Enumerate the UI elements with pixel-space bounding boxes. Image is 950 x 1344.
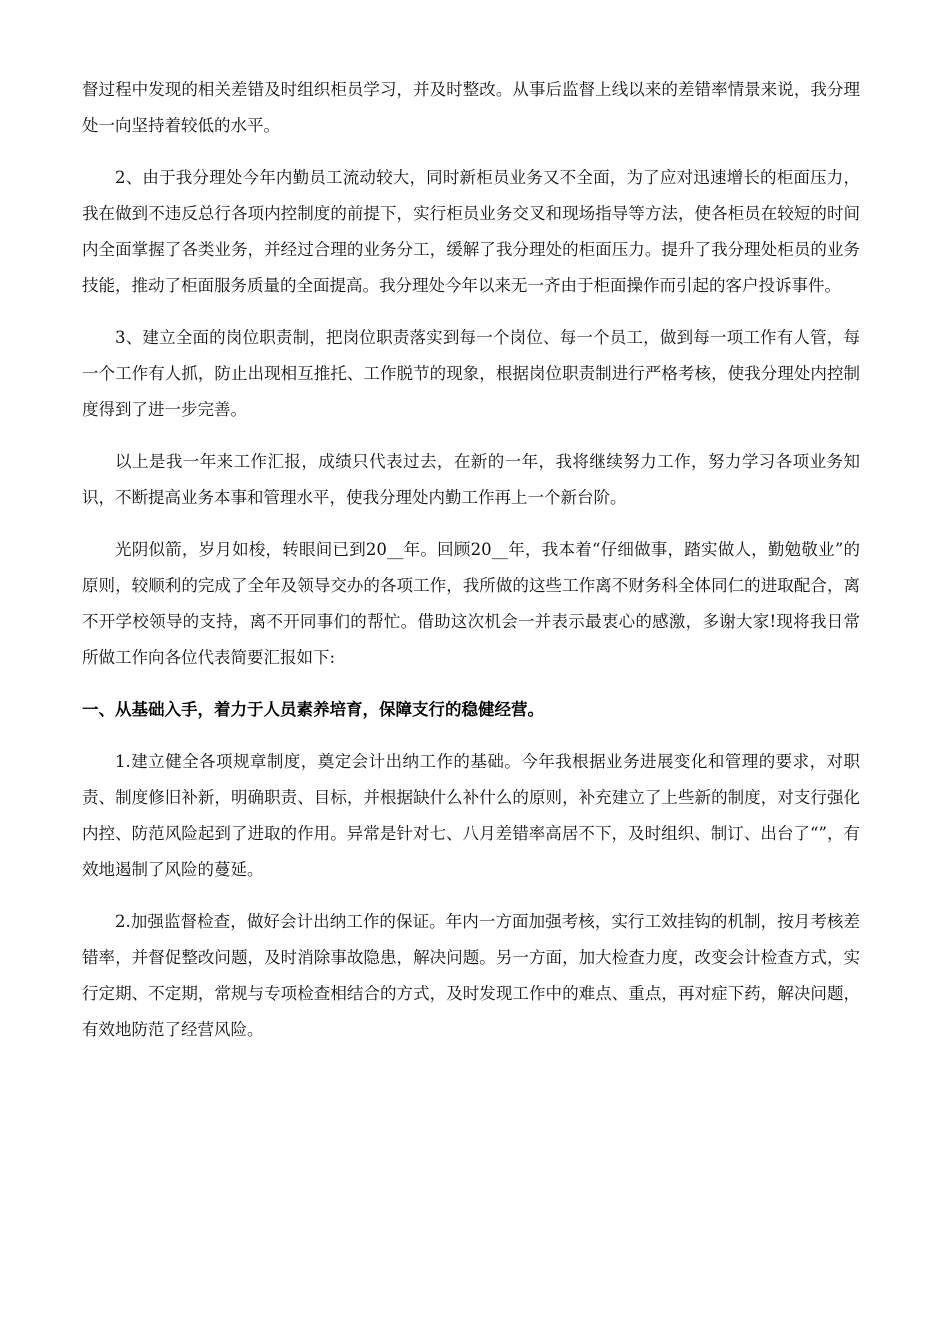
document-body [82, 72, 860, 1064]
paragraph-continuation: 督过程中发现的相关差错及时组织柜员学习，并及时整改。从事后监督上线以来的差错率情景来说，我分理处一向坚持着较低的水平。 [82, 80, 860, 135]
paragraph-item-2: 2、由于我分理处今年内勤员工流动较大，同时新柜员业务又不全面，为了应对迅速增长的柜面压力，我在做到不违反总行各项内控制度的前提下，实行柜员业务交叉和现场指导等方法，使各柜员在较短的时间内全面掌握了各类业务，并经过合理的业务分工，缓解了我分理处的柜面压力。提升了我分理处柜员的业务技能，推动了柜面服务质量的全面提高。我分理处今年以来无一齐由于柜面操作而引起的客户投诉事件。 [82, 168, 860, 295]
section-paragraph-1: 1.建立健全各项规章制度，奠定会计出纳工作的基础。今年我根据业务进展变化和管理的要求，对职责、制度修旧补新，明确职责、目标，并根据缺什么补什么的原则，补充建立了上些新的制度，对支行强化内控、防范风险起到了进取的作用。异常是针对七、八月差错率高居不下，及时组织、制订、出台了“”，有效地遏制了风险的蔓延。 [82, 752, 860, 879]
paragraph-summary: 以上是我一年来工作汇报，成绩只代表过去，在新的一年，我将继续努力工作，努力学习各项业务知识，不断提高业务本事和管理水平，使我分理处内勤工作再上一个新台阶。 [82, 452, 860, 507]
section-heading: 一、从基础入手，着力于人员素养培育，保障支行的稳健经营。 [82, 700, 544, 719]
paragraph-intro: 光阴似箭，岁月如梭，转眼间已到20__年。回顾20__年，我本着“仔细做事，踏实做人，勤勉敬业”的原则，较顺利的完成了全年及领导交办的各项工作，我所做的这些工作离不财务科全体同仁的进取配合，离不开学校领导的支持，离不开同事们的帮忙。借助这次机会一并表示最衷心的感激，多谢大家!现将我日常所做工作向各位代表简要汇报如下: [82, 540, 860, 667]
section-paragraph-2: 2.加强监督检查，做好会计出纳工作的保证。年内一方面加强考核，实行工效挂钩的机制，按月考核差错率，并督促整改问题，及时消除事故隐患，解决问题。另一方面，加大检查力度，改变会计检查方式，实行定期、不定期，常规与专项检查相结合的方式，及时发现工作中的难点、重点，再对症下药，解决问题，有效地防范了经营风险。 [82, 912, 860, 1039]
paragraph-item-3: 3、建立全面的岗位职责制，把岗位职责落实到每一个岗位、每一个员工，做到每一项工作有人管，每一个工作有人抓，防止出现相互推托、工作脱节的现象，根据岗位职责制进行严格考核，使我分理处内控制度得到了进一步完善。 [82, 328, 860, 419]
